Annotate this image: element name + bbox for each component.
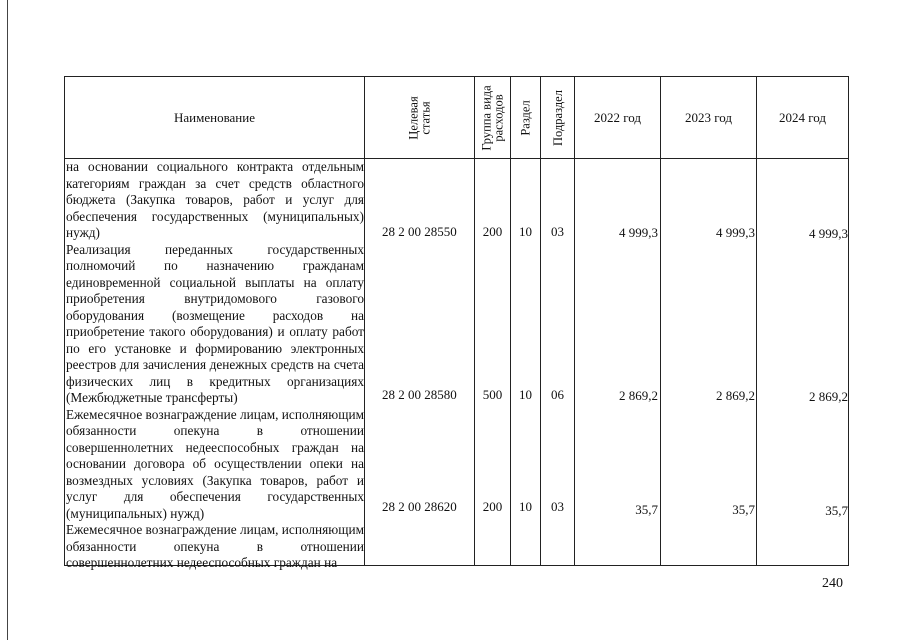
page-left-edge <box>7 0 8 640</box>
row-description: Ежемесячное вознаграждение лицам, исполняющим обязанности опекуна в отношении совершеннолетних недееспособных граждан на <box>66 522 364 570</box>
value-2023: 4 999,3 <box>716 225 755 240</box>
description-column <box>66 159 364 572</box>
value-2024: 35,7 <box>825 503 848 518</box>
row-description: Ежемесячное вознаграждение лицам, исполняющим обязанности опекуна в отношении совершеннолетних недееспособных граждан на основании договора об осуществлении опеки на возмездных условиях (Закупка товаров, работ и услуг для обеспечения государственных (муниципальных) нужд) <box>66 406 364 521</box>
header-subsection-label: Подраздел <box>550 89 565 146</box>
section: 10 <box>519 224 532 239</box>
row-description: Реализация переданных государственных полномочий по назначению гражданам единовременной социальной выплаты на оплату приобретения внутридомового газового оборудования (возмещение расходов на приобретение такого оборудования) и оплату работ по его установке и формированию электронных реестров для зачисления денежных средств на счета физических лиц в кредитных организациях (Межбюджетные трансферты) <box>66 241 364 405</box>
value-2022: 4 999,3 <box>619 225 658 240</box>
header-2022-label: 2022 год <box>594 109 641 125</box>
header-2024-label: 2024 год <box>779 109 826 125</box>
budget-table <box>64 76 849 570</box>
header-section <box>511 77 540 158</box>
expense-group: 200 <box>482 499 503 514</box>
header-group <box>475 77 510 158</box>
section: 10 <box>519 499 532 514</box>
subsection: 03 <box>551 224 564 239</box>
value-2023: 35,7 <box>732 502 755 517</box>
value-2024: 2 869,2 <box>809 389 848 404</box>
target-code: 28 2 00 28620 <box>382 499 457 514</box>
header-2023-label: 2023 год <box>685 109 732 125</box>
value-2022: 2 869,2 <box>619 388 658 403</box>
header-group-label: Группа вида расходов <box>479 84 506 151</box>
value-2024: 4 999,3 <box>809 226 848 241</box>
header-section-label: Раздел <box>518 99 533 136</box>
header-name-label: Наименование <box>174 109 255 125</box>
row-description: на основании социального контракта отдельным категориям граждан за счет средств областного бюджета (Закупка товаров, работ и услуг для обеспечения государственных (муниципальных) нужд) <box>66 159 364 240</box>
expense-group: 200 <box>482 224 503 239</box>
subsection: 06 <box>551 387 564 402</box>
expense-group: 500 <box>482 387 503 402</box>
header-name <box>65 77 364 158</box>
header-subsection <box>541 77 574 158</box>
value-2022: 35,7 <box>635 502 658 517</box>
header-target <box>365 77 474 158</box>
header-2024 <box>757 77 848 158</box>
target-code: 28 2 00 28580 <box>382 387 457 402</box>
section: 10 <box>519 387 532 402</box>
target-code: 28 2 00 28550 <box>382 224 457 239</box>
header-2022 <box>575 77 660 158</box>
header-target-label: Целевая статья <box>406 95 433 140</box>
subsection: 03 <box>551 499 564 514</box>
header-2023 <box>661 77 756 158</box>
value-2023: 2 869,2 <box>716 388 755 403</box>
page-number: 240 <box>822 576 843 591</box>
